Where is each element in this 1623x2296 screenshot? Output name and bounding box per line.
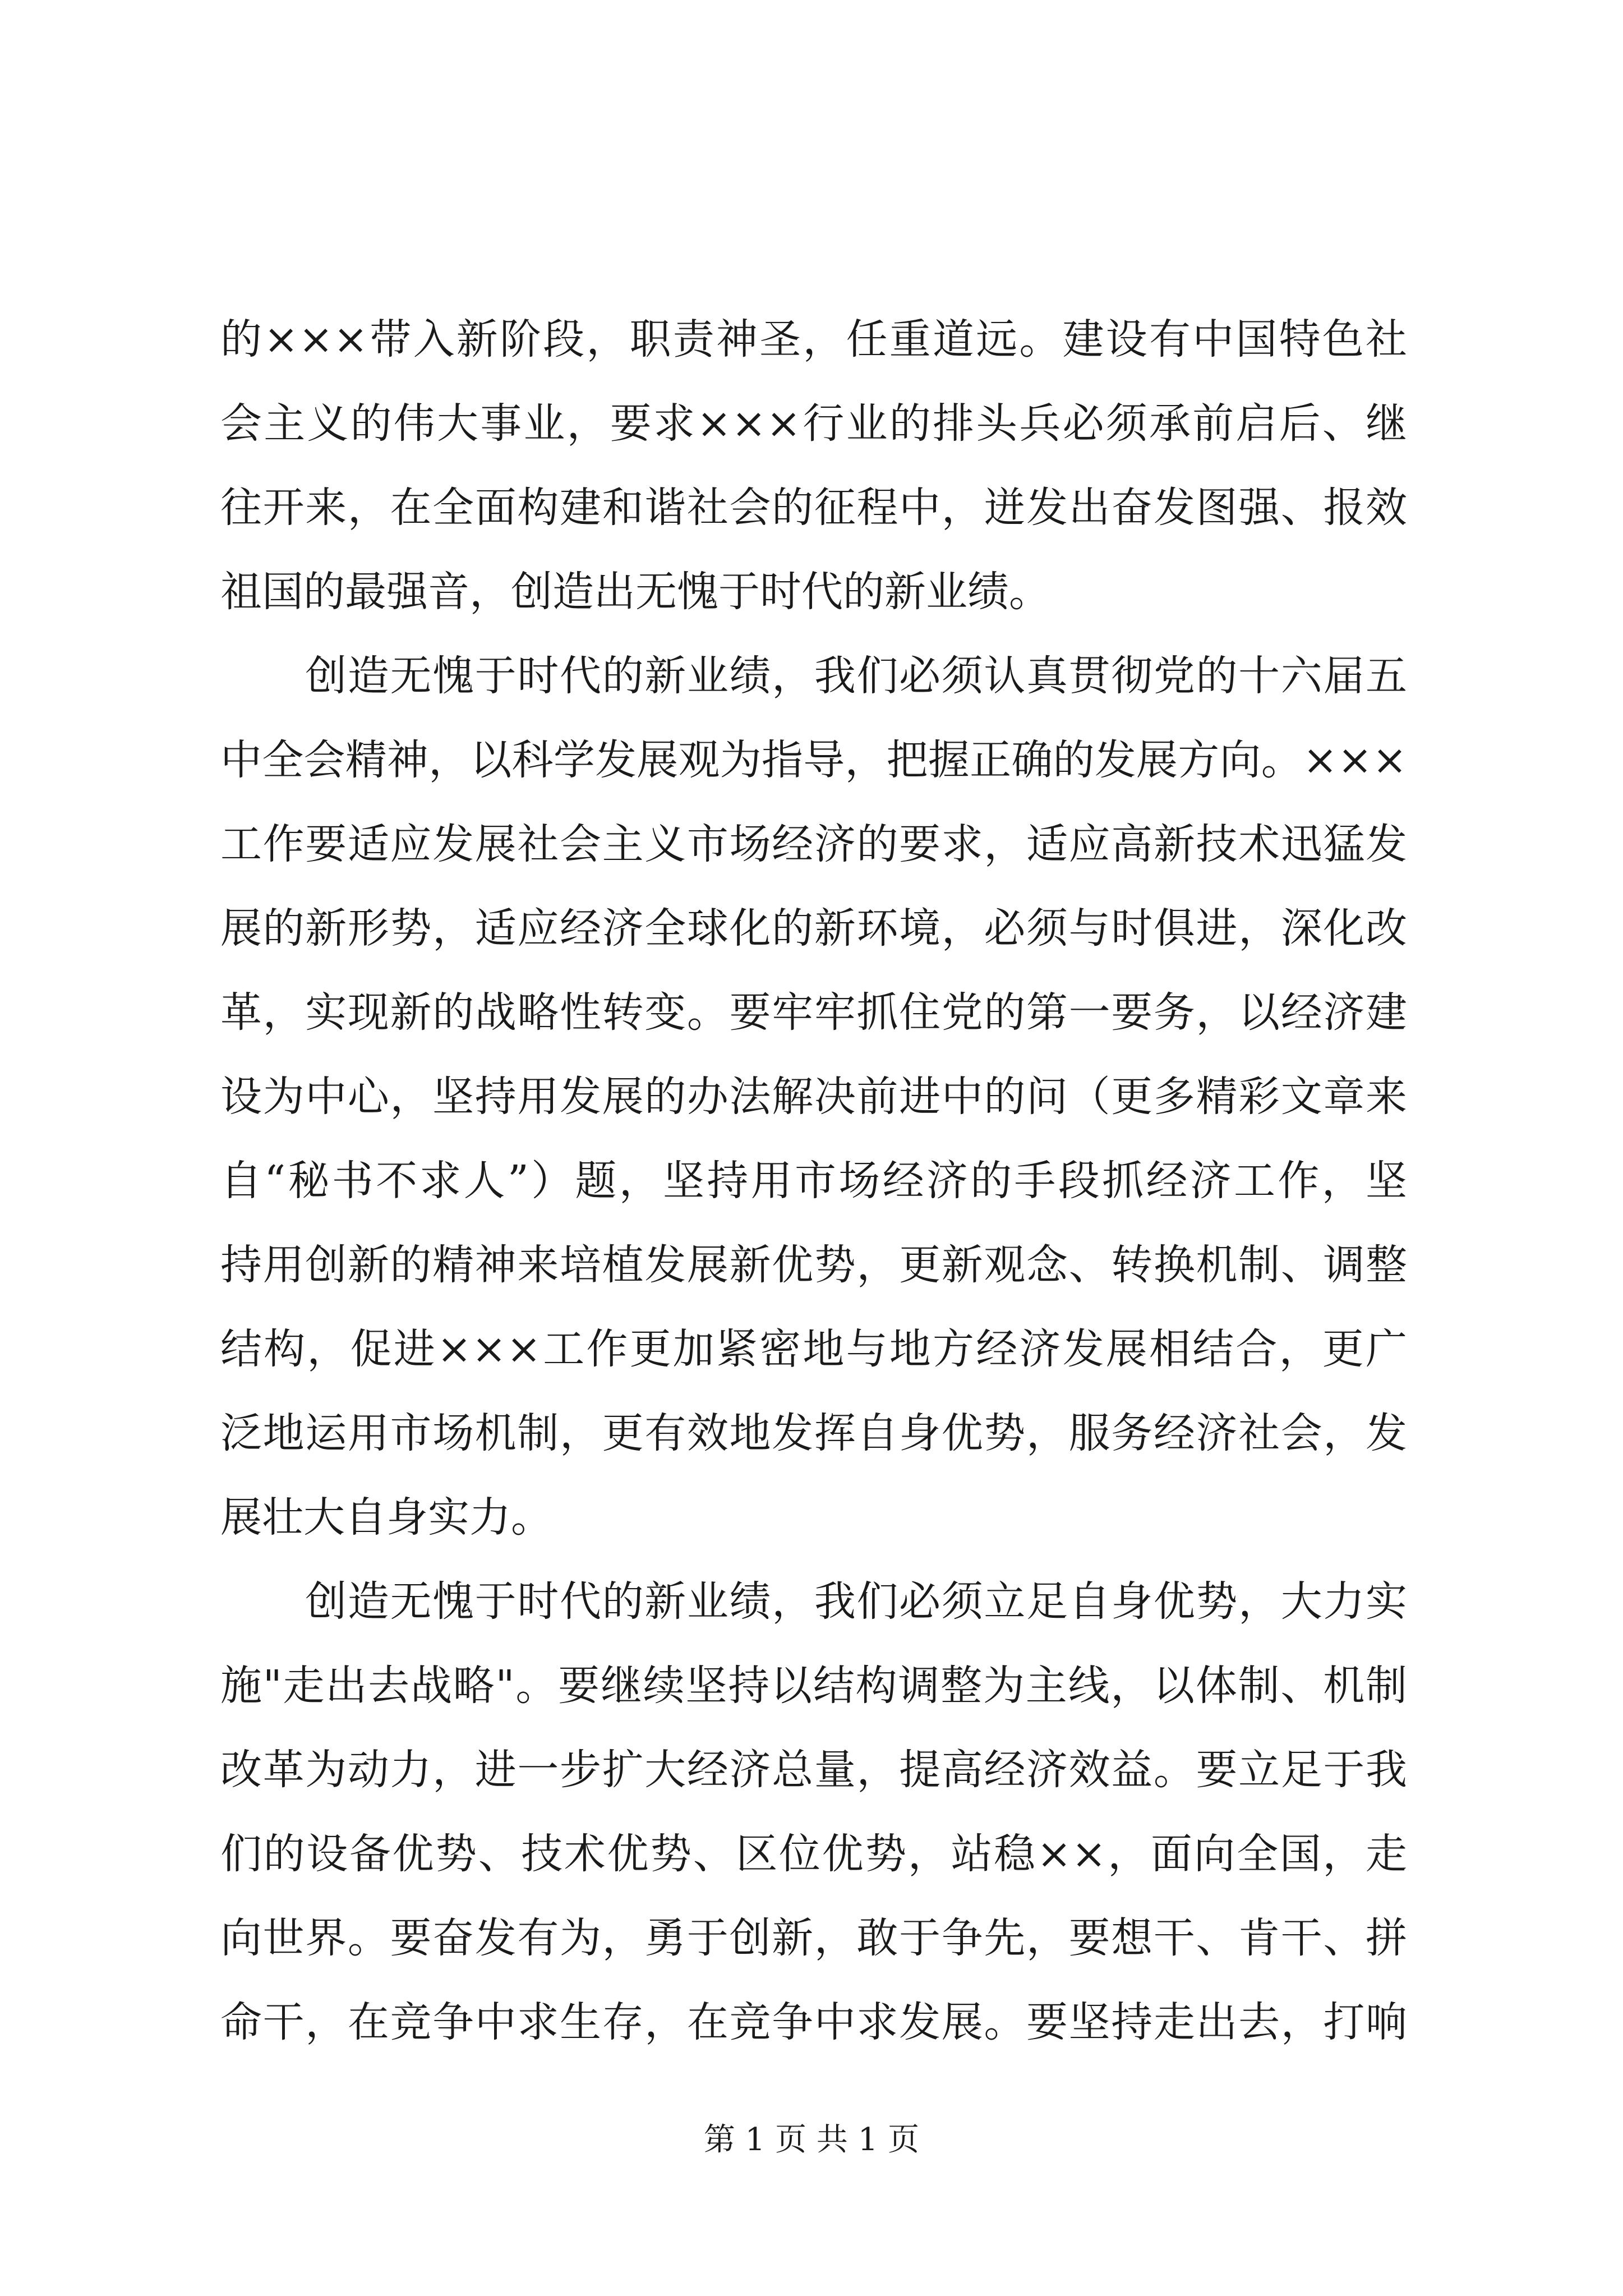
page-number-label: 第 1 页 共 1 页 [703,2122,920,2158]
document-body [220,297,1407,2064]
text-line: 们的设备优势、技术优势、区位优势，站稳××，面向全国，走 [220,1830,1407,1878]
text-line: 持用创新的精神来培植发展新优势，更新观念、转换机制、调整 [220,1241,1407,1289]
page-footer [0,2115,1623,2160]
text-line: 展的新形势，适应经济全球化的新环境，必须与时俱进，深化改 [220,904,1407,953]
text-line: 向世界。要奋发有为，勇于创新，敢于争先，要想干、肯干、拼 [220,1914,1407,1962]
text-line: 结构，促进×××工作更加紧密地与地方经济发展相结合，更广 [220,1325,1407,1373]
text-line: 施"走出去战略"。要继续坚持以结构调整为主线，以体制、机制 [220,1662,1407,1710]
text-line: 命干，在竞争中求生存，在竞争中求发展。要坚持走出去，打响 [220,1998,1407,2046]
text-line: 的×××带入新阶段，职责神圣，任重道远。建设有中国特色社 [220,315,1407,364]
paragraph-3 [220,1559,1407,2064]
text-line: 泛地运用市场机制，更有效地发挥自身优势，服务经济社会，发 [220,1409,1407,1457]
text-line: 展壮大自身实力。 [220,1493,552,1542]
text-line: 自“秘书不求人”）题，坚持用市场经济的手段抓经济工作，坚 [220,1157,1407,1205]
text-line: 会主义的伟大事业，要求×××行业的排头兵必须承前启后、继 [220,399,1407,448]
text-line: 改革为动力，进一步扩大经济总量，提高经济效益。要立足于我 [220,1746,1407,1794]
text-line: 中全会精神，以科学发展观为指导，把握正确的发展方向。××× [220,736,1407,784]
text-line: 设为中心，坚持用发展的办法解决前进中的问（更多精彩文章来 [220,1073,1407,1121]
text-line: 往开来，在全面构建和谐社会的征程中，迸发出奋发图强、报效 [220,484,1407,532]
paragraph-2 [220,634,1407,1559]
text-line: 革，实现新的战略性转变。要牢牢抓住党的第一要务，以经济建 [220,988,1407,1037]
paragraph-1 [220,297,1407,634]
text-line: 创造无愧于时代的新业绩，我们必须认真贯彻党的十六届五 [220,652,1407,700]
text-line: 工作要适应发展社会主义市场经济的要求，适应高新技术迅猛发 [220,820,1407,868]
text-line: 祖国的最强音，创造出无愧于时代的新业绩。 [220,568,1050,616]
text-line: 创造无愧于时代的新业绩，我们必须立足自身优势，大力实 [220,1577,1407,1626]
